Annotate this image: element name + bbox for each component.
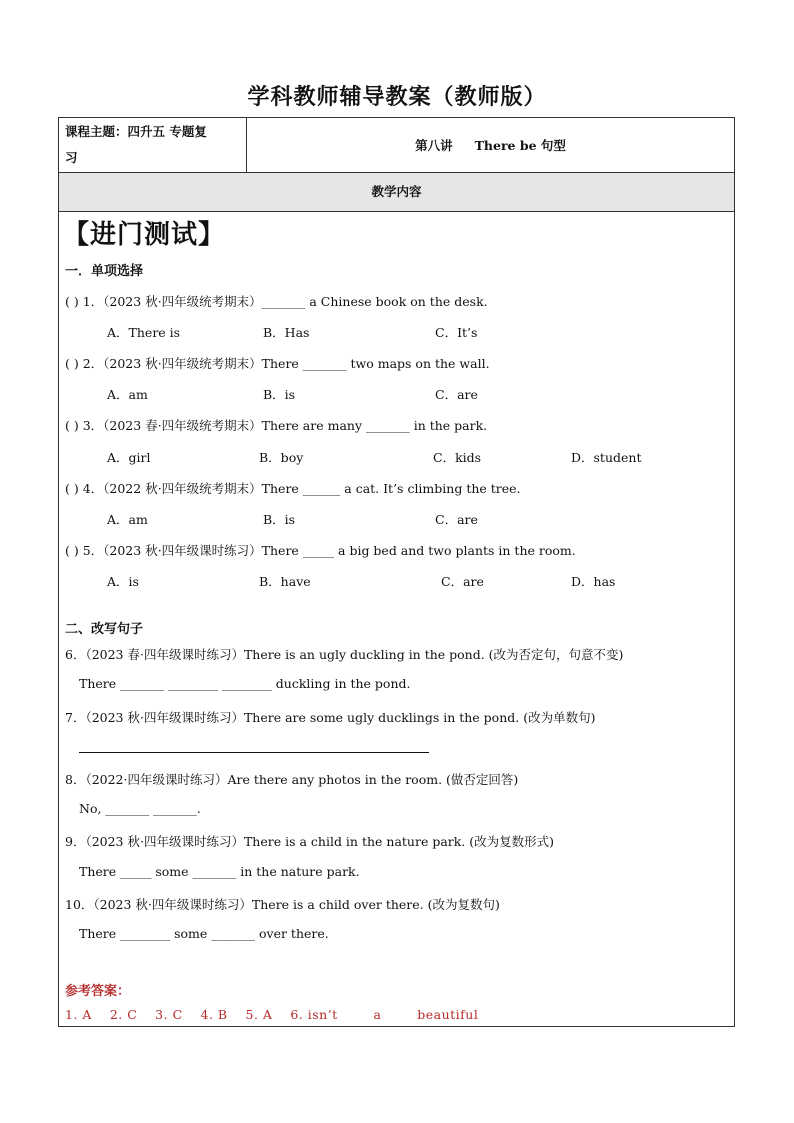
reference-answers-label: 参考答案： — [65, 984, 131, 999]
answer-6-blank: There _______ ________ ________ duckling in the pond. — [79, 676, 411, 691]
q1-option-c: C．It’s — [435, 325, 478, 340]
content-label: 教学内容 — [59, 173, 734, 212]
q2-option-c: C．are — [435, 387, 478, 402]
question-3: ( ) 3．（2023 春·四年级统考期末）There are many _______ in the park. — [65, 418, 488, 433]
answer-9-blank: There _____ some _______ in the nature park. — [79, 864, 360, 879]
question-4: ( ) 4．（2022 秋·四年级统考期末）There ______ a cat. It’s climbing the tree. — [65, 481, 521, 496]
lecture-topic: There be 句型 — [474, 138, 566, 153]
question-7: 7．（2023 秋·四年级课时练习）There are some ugly ducklings in the pond. (改为单数句) — [65, 710, 596, 725]
q3-option-b: B．boy — [259, 450, 304, 465]
q1-option-a: A．There is — [107, 325, 181, 340]
q4-option-c: C．are — [435, 512, 478, 527]
question-5: ( ) 5．（2023 秋·四年级课时练习）There _____ a big bed and two plants in the room. — [65, 543, 576, 558]
section1-heading: 一．单项选择 — [65, 264, 144, 279]
course-topic-cell — [59, 118, 247, 172]
q5-option-a: A．is — [107, 574, 139, 589]
header-row — [59, 118, 734, 173]
reference-answers: 1. A 2. C 3. C 4. B 5. A 6. isn’t a beautiful — [65, 1007, 479, 1022]
question-10: 10．（2023 秋·四年级课时练习）There is a child over there. (改为复数句) — [65, 897, 500, 912]
question-9: 9．（2023 秋·四年级课时练习）There is a child in the nature park. (改为复数形式) — [65, 834, 555, 849]
lecture-number: 第八讲 — [415, 138, 453, 153]
answer-10-blank: There ________ some _______ over there. — [79, 926, 329, 941]
q2-option-b: B．is — [263, 387, 296, 402]
answer-7-blank-line — [79, 752, 429, 753]
q3-option-c: C．kids — [433, 450, 482, 465]
q1-option-b: B．Has — [263, 325, 310, 340]
q4-option-a: A．am — [107, 512, 148, 527]
entry-test-heading: 【进门测试】 — [63, 220, 226, 250]
question-8: 8．（2022·四年级课时练习）Are there any photos in the room. (做否定回答) — [65, 772, 519, 787]
question-1: ( ) 1．（2023 秋·四年级统考期末）_______ a Chinese book on the desk. — [65, 294, 488, 309]
course-topic-line1: 课程主题：四升五 专题复 — [65, 124, 207, 139]
q3-option-a: A．girl — [107, 450, 151, 465]
page-title: 学科教师辅导教案（教师版） — [247, 84, 547, 110]
lecture-cell — [247, 118, 734, 172]
q4-option-b: B．is — [263, 512, 296, 527]
lesson-table — [58, 117, 735, 1027]
question-6: 6．（2023 春·四年级课时练习）There is an ugly duckling in the pond. (改为否定句，句意不变) — [65, 647, 624, 662]
q2-option-a: A．am — [107, 387, 148, 402]
course-topic-line2: 习 — [65, 150, 78, 165]
answer-8-blank: No, _______ _______. — [79, 801, 201, 816]
section2-heading: 二、改写句子 — [65, 622, 144, 637]
q3-option-d: D．student — [571, 450, 642, 465]
q5-option-d: D．has — [571, 574, 616, 589]
q5-option-b: B．have — [259, 574, 311, 589]
q5-option-c: C．are — [441, 574, 484, 589]
question-2: ( ) 2．（2023 秋·四年级统考期末）There _______ two maps on the wall. — [65, 356, 490, 371]
